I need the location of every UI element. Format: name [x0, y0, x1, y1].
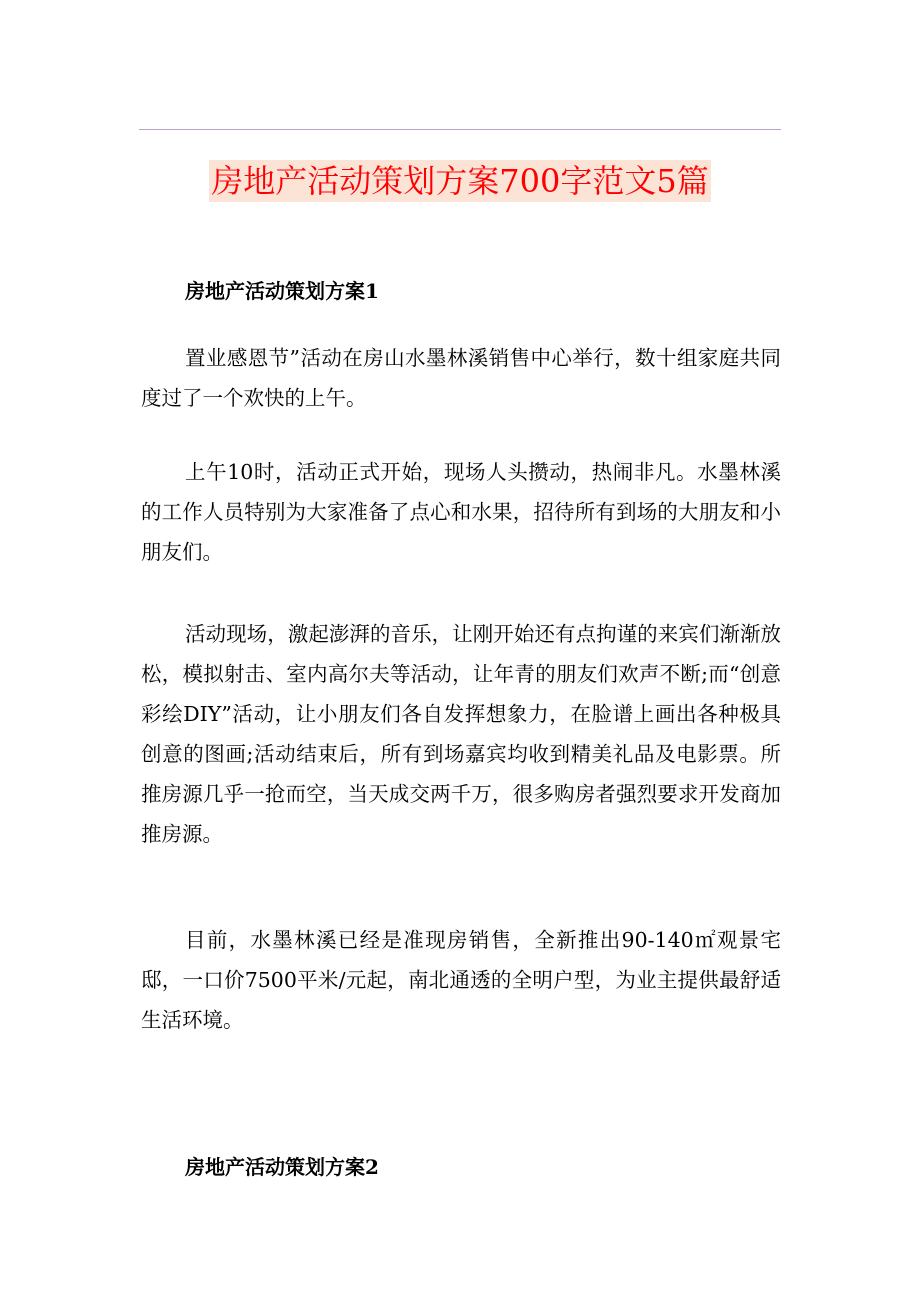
paragraph-2: 上午10时，活动正式开始，现场人头攒动，热闹非凡。水墨林溪的工作人员特别为大家准备了点心和水果，招待所有到场的大朋友和小朋友们。 — [141, 460, 781, 564]
document-title-text: 房地产活动策划方案700字范文5篇 — [211, 162, 709, 200]
paragraph-3: 活动现场，激起澎湃的音乐，让刚开始还有点拘谨的来宾们渐渐放松，模拟射击、室内高尔夫等活动，让年青的朋友们欢声不断;而“创意彩绘DIY”活动，让小朋友们各自发挥想象力，在脸谱上画出各种极具创意的图画;活动结束后，所有到场嘉宾均收到精美礼品及电影票。所推房源几乎一抢而空，当天成交两千万，很多购房者强烈要求开发商加推房源。 — [141, 622, 781, 846]
header-divider — [139, 129, 781, 130]
document-title — [0, 156, 920, 206]
section-heading-2: 房地产活动策划方案2 — [185, 1155, 379, 1179]
paragraph-4: 目前，水墨林溪已经是准现房销售，全新推出90-140㎡观景宅邸，一口价7500平米/元起，南北通透的全明户型，为业主提供最舒适生活环境。 — [141, 928, 781, 1032]
section-heading-1: 房地产活动策划方案1 — [185, 279, 379, 303]
paragraph-1: 置业感恩节”活动在房山水墨林溪销售中心举行，数十组家庭共同度过了一个欢快的上午。 — [141, 346, 781, 410]
